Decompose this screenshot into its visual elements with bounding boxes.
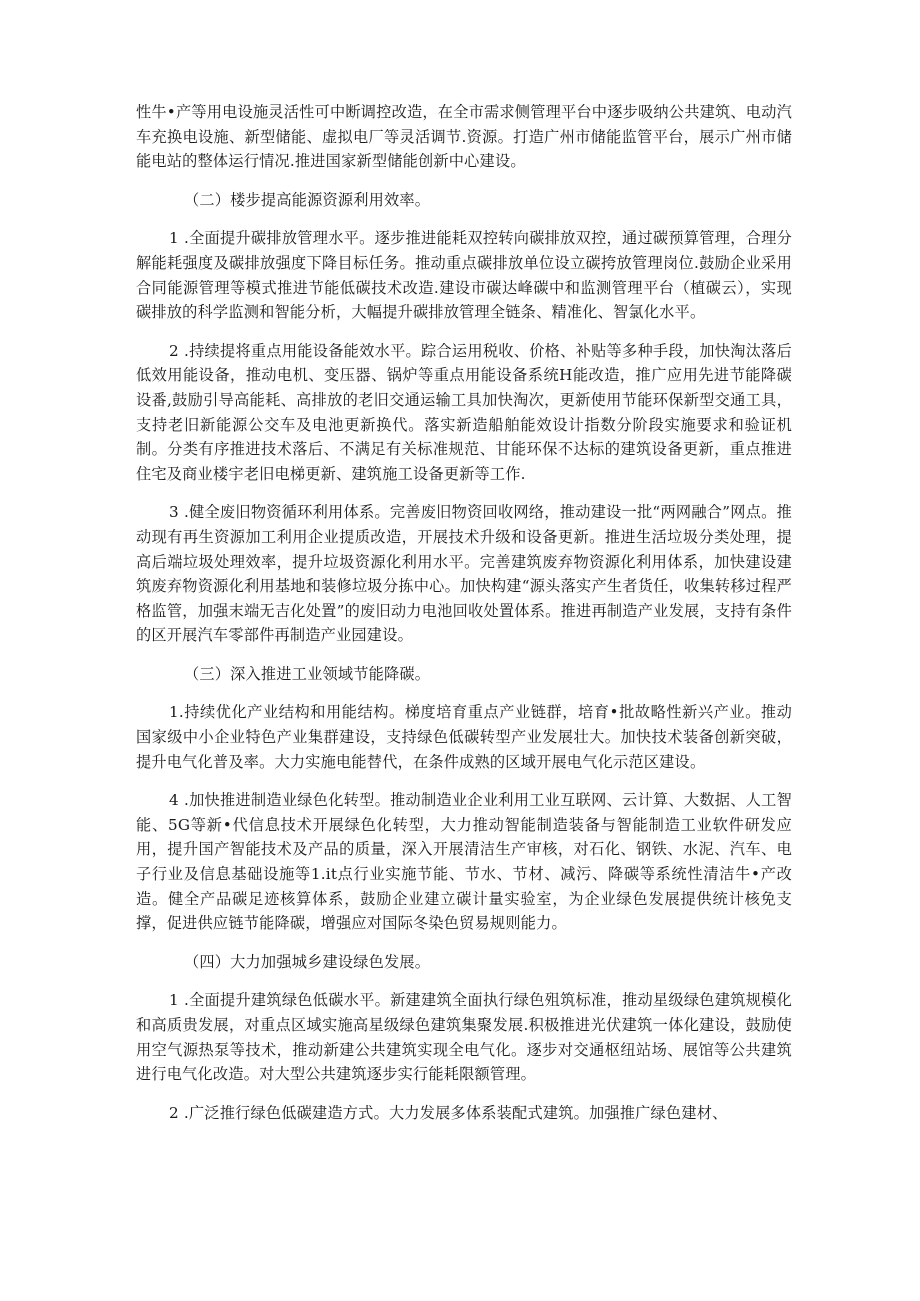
paragraph-item: 2 .广泛推行绿色低碳建造方式。大力发展多体系装配式建筑。加强推广绿色建材、 bbox=[169, 1103, 728, 1122]
section-heading-4: （四）大力加强城乡建设绿色发展。 bbox=[184, 952, 431, 971]
paragraph-item: 1.持续优化产业结构和用能结构。梯度培育重点产业链群，培育•批故略性新兴产业。推动国家级中小企业特色产业集群建设，支持绿色低碳转型产业发展壮大。加快技术装备创新突破，提升电气化普及率。大力实施电能替代，在条件成熟的区域开展电气化示范区建设。 bbox=[136, 703, 792, 771]
paragraph-item: 3 .健全废旧物资循环利用体系。完善废旧物资回收网络，推动建设一批“两网融合”网点。推动现有再生资源加工利用企业提质改造，开展技术升级和设备更新。推进生活垃圾分类处理，提高后端垃圾处理效率，提升垃圾资源化利用水平。完善建筑废弃物资源化利用体系，加快建设建筑废弃物资源化利用基地和装修垃圾分拣中心。加快构建“源头落实产生者货任，收集转移过程严格监管，加强末端无吉化处置”的废旧动力电池回收处置体系。推进再制造产业发展，支持有条件的区开展汽车零部件再制造产业园建设。 bbox=[136, 503, 792, 645]
section-heading-3: （三）深入推进工业领域节能降碳。 bbox=[184, 664, 431, 683]
section-heading-2: （二）楼步提高能源资源利用效率。 bbox=[184, 190, 431, 209]
paragraph-item: 1 .全面提升建筑绿色低碳水平。新建建筑全面执行绿色殂筑标准，推动星级绿色建筑规模化和高质贵发展，对重点区域实施高星级绿色建筑集聚发展.积极推进光伏建筑一体化建设，鼓励使用空气源热泵等技术，推动新建公共建筑实现全电气化。逐步对交通枢纽站场、展馆等公共建筑进行电气化改造。对大型公共建筑逐步实行能耗限额管理。 bbox=[136, 991, 792, 1084]
paragraph-item: 1 .全面提升碳排放管理水平。逐步推进能耗双控转向碳排放双控，通过碳预算管理，合理分解能耗强度及碳排放强度下降目标任务。推动重点碳排放单位设立碳挎放管理岗位.鼓励企业采用合同能源管理等模式推进节能低碳技术改造.建设市碳达峰碳中和监测管理平台（植碳云），实现碳排放的科学监测和智能分析，大幅提升碳排放管理全链条、精准化、智氯化水平。 bbox=[136, 229, 792, 322]
paragraph-item: 2 .持续提将重点用能设备能效水平。踪合运用税收、价格、补贴等多种手段，加快淘汰落后低效用能设备，推动电机、变压器、锅炉等重点用能设备系统H能改造，推广应用先进节能降碳设番,鼓励引导高能耗、高排放的老旧交通运输工具加快淘次，更新使用节能环保新型交通工具，支持老旧新能源公交车及电池更新换代。落实新造船舶能效设计指数分阶段实施要求和验证机制。分类有序推进技术落后、不满足有关标准规范、甘能环保不达标的建筑设备更新，重点推进住宅及商业楼宇老旧电梯更新、建筑施工设备更新等工作. bbox=[136, 341, 792, 483]
document-page bbox=[136, 100, 792, 1139]
paragraph-item: 4 .加快推进制造业绿色化转型。推动制造业企业利用工业互联网、云计算、大数据、人工智能、5G等新•代信息技术开展绿色化转型，大力推动智能制造装备与智能制造工业软件研发应用，提升国产智能技术及产品的质量，深入开展清洁生产审核，对石化、钢铁、水泥、汽车、电子行业及信息基础设施等1.it点行业实施节能、节水、节材、减污、降碳等系统性清洁牛•产改造。健全产品碳足迹核算体系，鼓励企业建立碳计量实验室，为企业绿色发展提供统计核免支撑，促进供应链节能降碳，增强应对国际冬染色贸易规则能力。 bbox=[136, 791, 792, 933]
paragraph-continuation: 性牛•产等用电设施灵活性可中断调控改造，在全市需求侧管理平台中逐步吸纳公共建筑、电动汽车充换电设施、新型储能、虚拟电厂等灵活调节.资源。打造广州市储能监管平台，展示广州市储能电站的整体运行情况.推进国家新型储能创新中心建设。 bbox=[136, 103, 792, 171]
